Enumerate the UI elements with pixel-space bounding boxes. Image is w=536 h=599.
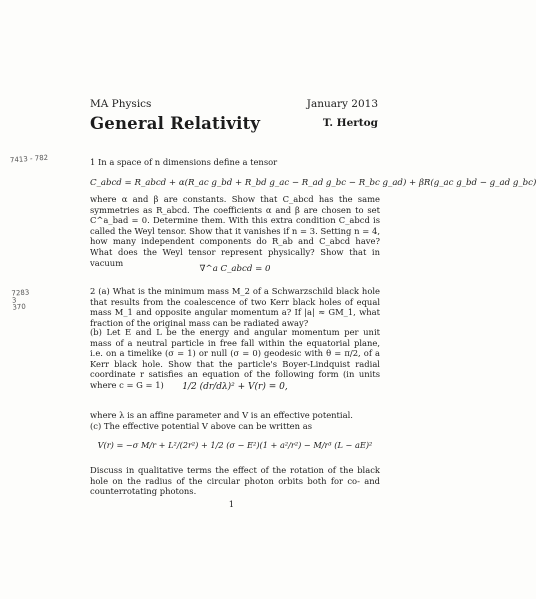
equation-effective-potential: V(r) = −σ M/r + L²/(2r²) + 1/2 (σ − E²)(1 + a²/r²) − M/r³ (L − aE)² (97, 440, 373, 450)
page-title: General Relativity (90, 114, 261, 133)
exam-date: January 2013 (306, 98, 378, 110)
question-2b-affine-note: where λ is an affine parameter and V is an effective potential. (90, 410, 353, 420)
question-2c: (c) The effective potential V above can be written as (90, 421, 312, 431)
equation-weyl-definition: C_abcd = R_abcd + α(R_ac g_bd + R_bd g_ac − R_ad g_bc − R_bc g_ad) + βR(g_ac g_bd − g_ad g_bc) (90, 178, 536, 188)
author-name: T. Hertog (322, 117, 378, 129)
question-2a: 2 (a) What is the minimum mass M_2 of a Schwarzschild black hole that results from the coalescence of two Kerr black holes of equal mass M_1 and opposite angular momentum a? If |a| ≈ GM_1, what fraction of the original mass can be radiated away? (90, 286, 380, 328)
question-2b: (b) Let E and L be the energy and angular momentum per unit mass of a neutral particle in free fall within the equatorial plane, i.e. on a timelike (σ = 1) or null (σ = 0) geodesic with θ = π/2, of a Kerr black hole. Show that the particle's Boyer-Lindquist radial coordinate r satisfies an equation of the following form (in units where c = G = 1) (90, 327, 380, 390)
question-1-body: where α and β are constants. Show that C_abcd has the same symmetries as R_abcd. The coefficients α and β are chosen to set C^a_bad = 0. Determine them. With this extra condition C_abcd is called the Weyl tensor. Show that it vanishes if n = 3. Setting n = 4, how many independent components do R_ab and C_abcd have? What does the Weyl tensor represent physically? Show that in vacuum (90, 194, 380, 268)
course-name: MA Physics (90, 98, 152, 110)
margin-note-q2: 7283 3 370 (11, 288, 30, 312)
equation-radial-motion: 1/2 (dr/dλ)² + V(r) = 0, (182, 382, 288, 392)
question-2c-discussion: Discuss in qualitative terms the effect of the rotation of the black hole on the radius of the circular photon orbits both for co- and counterrotating photons. (90, 465, 380, 497)
margin-note-q1: 7413 - 782 (9, 153, 49, 165)
question-1-intro: 1 In a space of n dimensions define a tensor (90, 157, 278, 167)
page-number: 1 (228, 500, 235, 510)
equation-divergence: ∇^a C_abcd = 0 (199, 264, 271, 274)
